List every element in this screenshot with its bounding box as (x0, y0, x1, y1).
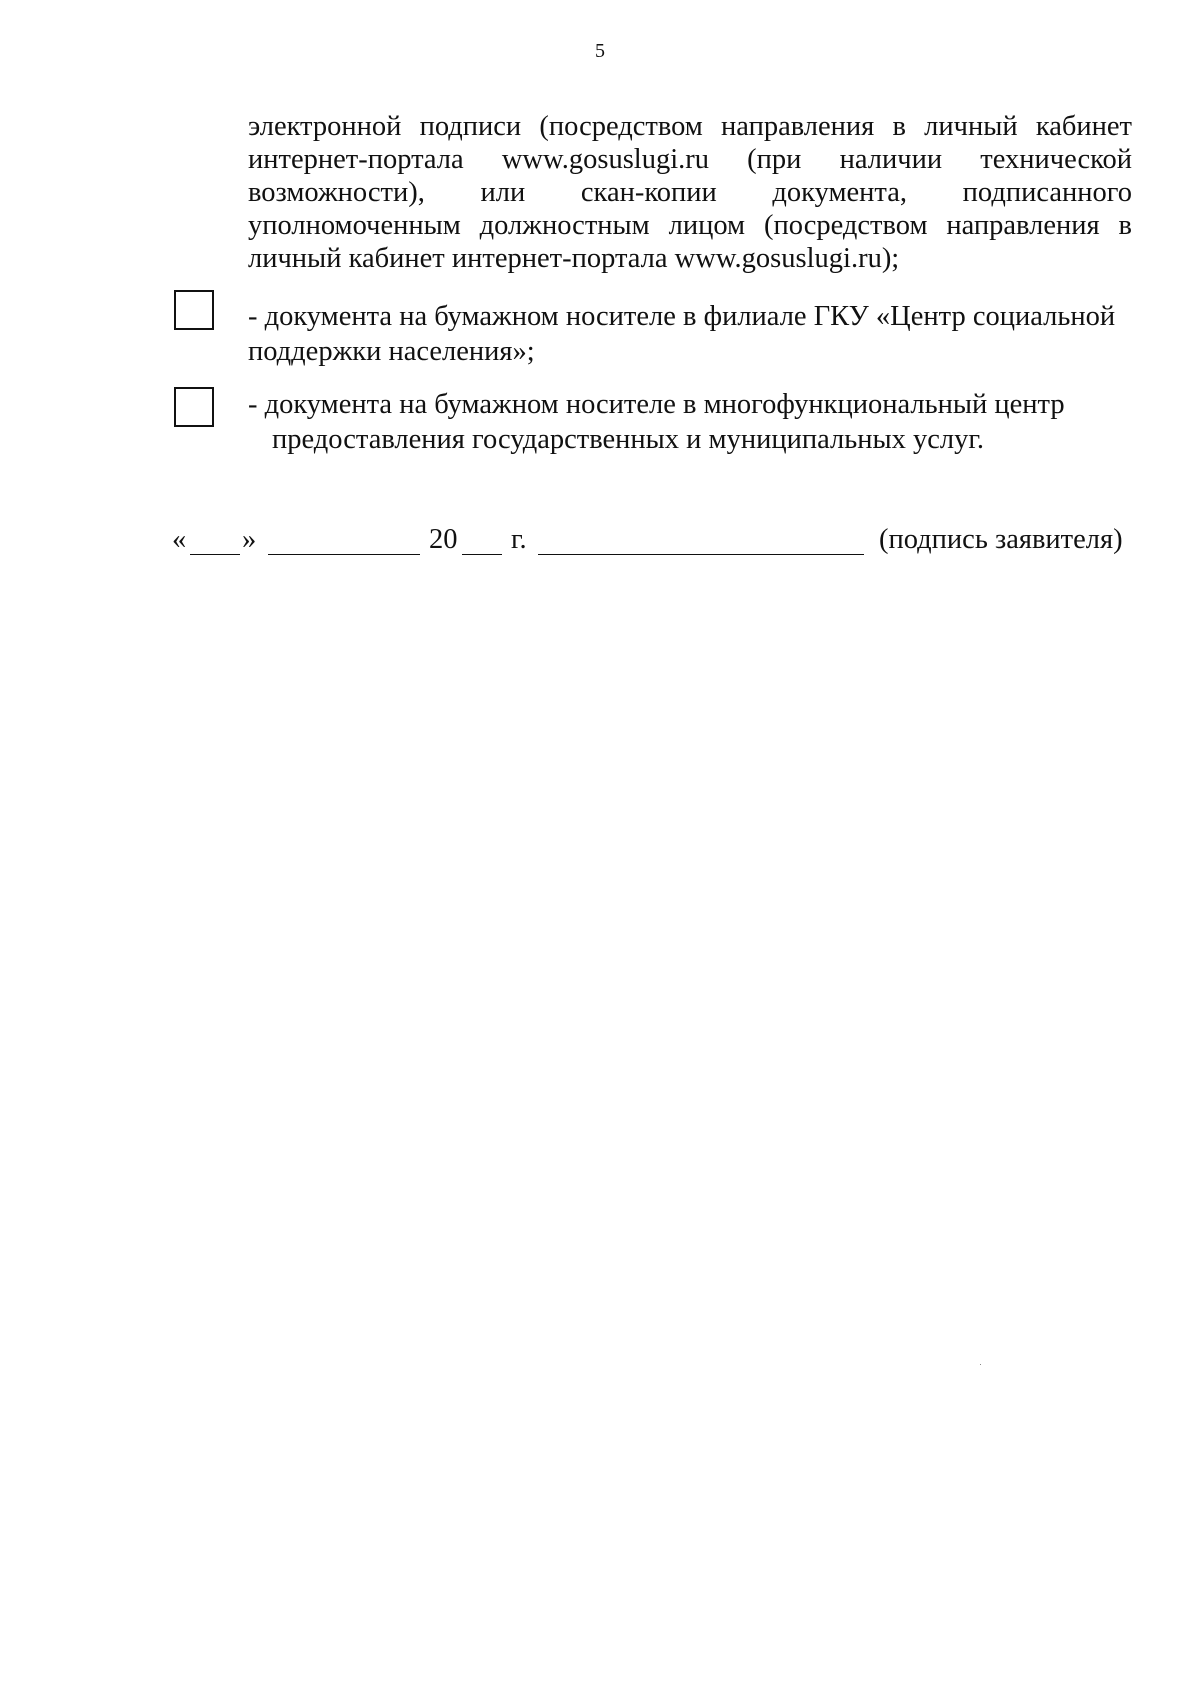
day-blank[interactable] (190, 554, 240, 555)
paragraph-line: возможности), или скан-копии документа, подписанного (248, 177, 1132, 208)
option-paper-mfc (248, 387, 1132, 457)
month-blank[interactable] (268, 554, 420, 555)
open-quote: « (172, 524, 187, 555)
checkbox-paper-mfc[interactable] (174, 387, 214, 427)
option-text-line: - документа на бумажном носителе в филиале ГКУ «Центр социальной (248, 301, 1116, 332)
page-number: 5 (595, 40, 605, 62)
paragraph-line: интернет-портала www.gosuslugi.ru (при наличии технической (248, 144, 1132, 175)
year-prefix: 20 (429, 524, 458, 555)
year-suffix: г. (511, 524, 527, 555)
signature-blank[interactable] (538, 554, 864, 555)
option-text-line: предоставления государственных и муниципальных услуг. (272, 424, 984, 455)
option-text-line: - документа на бумажном носителе в многофункциональный центр (248, 389, 1065, 420)
signature-caption: (подпись заявителя) (879, 524, 1123, 555)
signature-date-row (172, 522, 1132, 562)
continued-paragraph (248, 110, 1132, 275)
checkbox-paper-branch[interactable] (174, 290, 214, 330)
paragraph-line: электронной подписи (посредством направления в личный кабинет (248, 111, 1132, 142)
scan-speck (980, 1364, 981, 1365)
paragraph-line: уполномоченным должностным лицом (посредством направления в (248, 210, 1132, 241)
option-text-line: поддержки населения»; (248, 336, 535, 367)
option-paper-branch (248, 299, 1132, 369)
close-quote: » (242, 524, 257, 555)
paragraph-line: личный кабинет интернет-портала www.gosuslugi.ru); (248, 243, 900, 274)
year-blank[interactable] (462, 554, 502, 555)
